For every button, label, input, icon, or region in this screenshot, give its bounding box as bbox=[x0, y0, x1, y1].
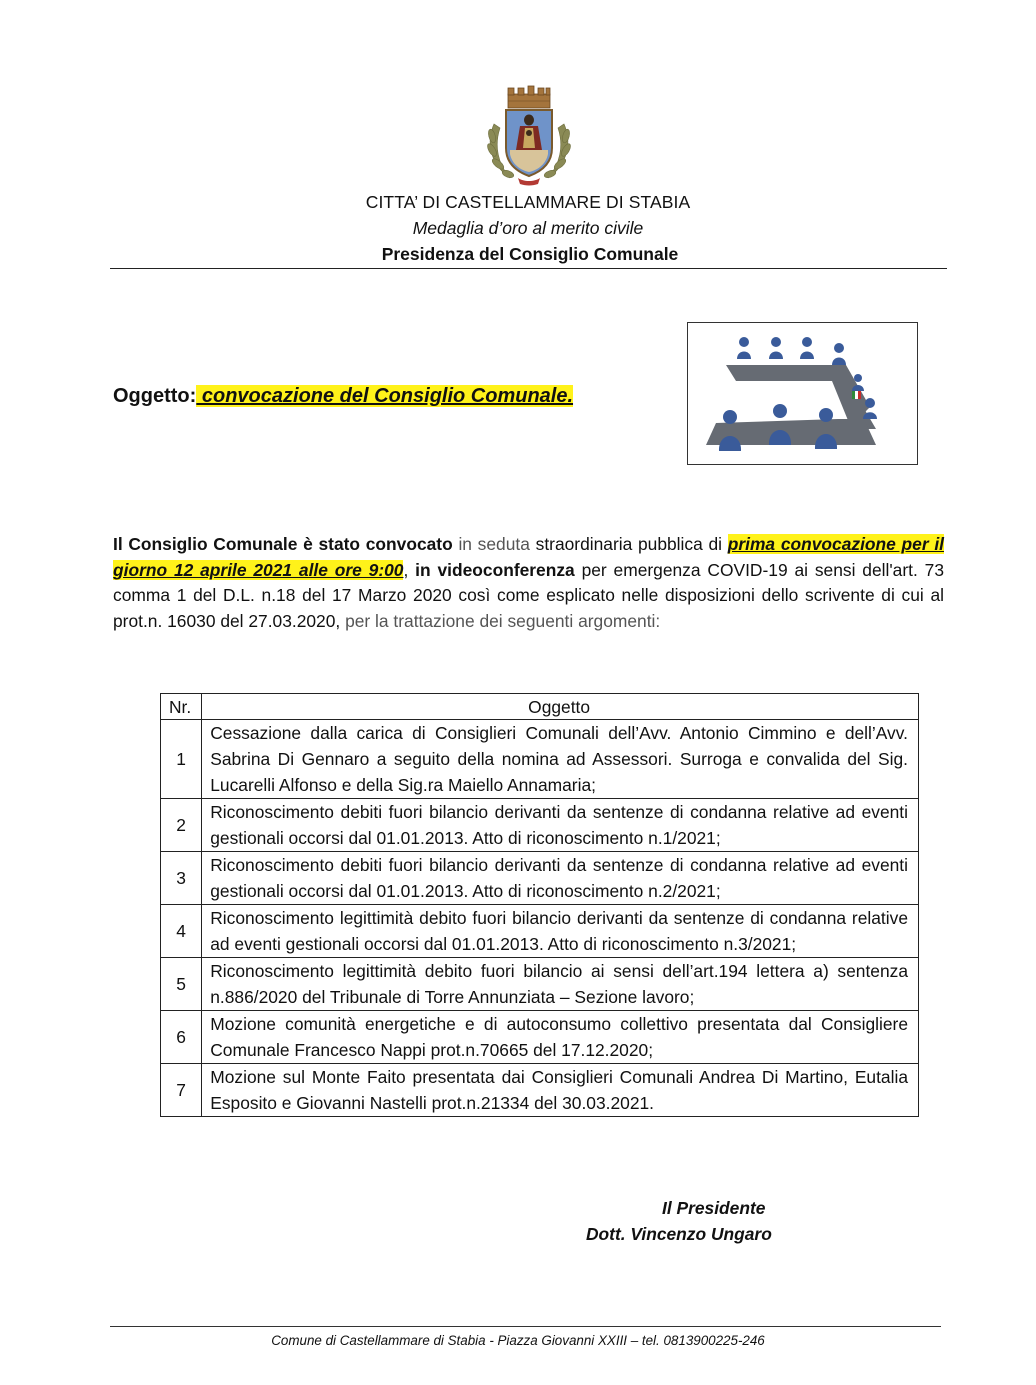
row-number: 7 bbox=[161, 1064, 202, 1117]
body-session-b: straordinaria pubblica di bbox=[529, 534, 728, 554]
subject-label: Oggetto: bbox=[113, 385, 197, 407]
convocation-paragraph bbox=[113, 532, 944, 634]
row-text: Riconoscimento debiti fuori bilancio derivanti da sentenze di condanna relative ad eventi gestionali occorsi dal 01.01.2013. Atto di riconoscimento n.2/2021; bbox=[202, 852, 919, 905]
row-text: Cessazione dalla carica di Consiglieri Comunali dell’Avv. Antonio Cimmino e dell’Avv. Sabrina Di Gennaro a seguito della nomina ad Assessori. Surroga e convalida del Sig. Lucarelli Alfonso e della Sig.ra Maiello Annamaria; bbox=[202, 720, 919, 799]
table-row bbox=[161, 799, 919, 852]
table-row bbox=[161, 1064, 919, 1117]
city-motto: Medaglia d’oro al merito civile bbox=[412, 218, 644, 238]
city-name: CITTA’ DI CASTELLAMMARE DI STABIA bbox=[365, 192, 691, 212]
row-number: 2 bbox=[161, 799, 202, 852]
row-number: 3 bbox=[161, 852, 202, 905]
signature-role: Il Presidente bbox=[662, 1198, 766, 1218]
footer-divider bbox=[110, 1326, 941, 1327]
body-legal: per emergenza COVID-19 ai sensi dell'art. 73 comma 1 del D.L. n.18 del 17 Marzo 2020 così come esplicato nelle disposizioni dello scrivente di cui al prot.n. 16030 del 27.03.2020, bbox=[113, 559, 944, 631]
office-name: Presidenza del Consiglio Comunale bbox=[381, 244, 679, 264]
row-number: 1 bbox=[161, 720, 202, 799]
footer-address: Comune di Castellammare di Stabia - Piazza Giovanni XXIII – tel. 0813900225-246 bbox=[271, 1333, 765, 1348]
agenda-table bbox=[160, 693, 919, 1117]
body-closing: per la trattazione dei seguenti argomenti: bbox=[345, 610, 661, 631]
subject-text: convocazione del Consiglio Comunale. bbox=[196, 385, 574, 407]
table-row bbox=[161, 905, 919, 958]
municipal-crest-icon bbox=[480, 84, 578, 188]
row-text: Mozione sul Monte Faito presentata dai Consiglieri Comunali Andrea Di Martino, Eutalia Esposito e Giovanni Nastelli prot.n.21334 del 30.03.2021. bbox=[202, 1064, 919, 1117]
subject-line bbox=[113, 385, 573, 408]
row-text: Riconoscimento legittimità debito fuori bilancio ai sensi dell’art.194 lettera a) sentenza n.886/2020 del Tribunale di Torre Annunziata – Sezione lavoro; bbox=[202, 958, 919, 1011]
signature-name: Dott. Vincenzo Ungaro bbox=[586, 1224, 772, 1244]
row-number: 6 bbox=[161, 1011, 202, 1064]
row-number: 5 bbox=[161, 958, 202, 1011]
body-intro: Il Consiglio Comunale è stato convocato bbox=[113, 534, 459, 554]
body-mode: in videoconferenza bbox=[415, 559, 575, 580]
meeting-table-icon bbox=[687, 322, 918, 465]
row-text: Mozione comunità energetiche e di autoconsumo collettivo presentata dal Consigliere Comunale Francesco Nappi prot.n.70665 del 17.12.2020; bbox=[202, 1011, 919, 1064]
table-row bbox=[161, 958, 919, 1011]
row-number: 4 bbox=[161, 905, 202, 958]
col-header-nr: Nr. bbox=[161, 694, 202, 720]
table-row bbox=[161, 720, 919, 799]
table-row bbox=[161, 852, 919, 905]
body-sep: , bbox=[403, 559, 416, 580]
table-row bbox=[161, 1011, 919, 1064]
table-header-row bbox=[161, 694, 919, 720]
header-divider bbox=[110, 268, 947, 269]
row-text: Riconoscimento debiti fuori bilancio derivanti da sentenze di condanna relative ad eventi gestionali occorsi dal 01.01.2013. Atto di riconoscimento n.1/2021; bbox=[202, 799, 919, 852]
body-date: prima convocazione per il giorno 12 aprile 2021 alle ore 9:00 bbox=[113, 534, 944, 580]
col-header-oggetto: Oggetto bbox=[202, 694, 919, 720]
body-session-a: in seduta bbox=[458, 534, 530, 554]
row-text: Riconoscimento legittimità debito fuori bilancio derivanti da sentenze di condanna relative ad eventi gestionali occorsi dal 01.01.2013. Atto di riconoscimento n.3/2021; bbox=[202, 905, 919, 958]
